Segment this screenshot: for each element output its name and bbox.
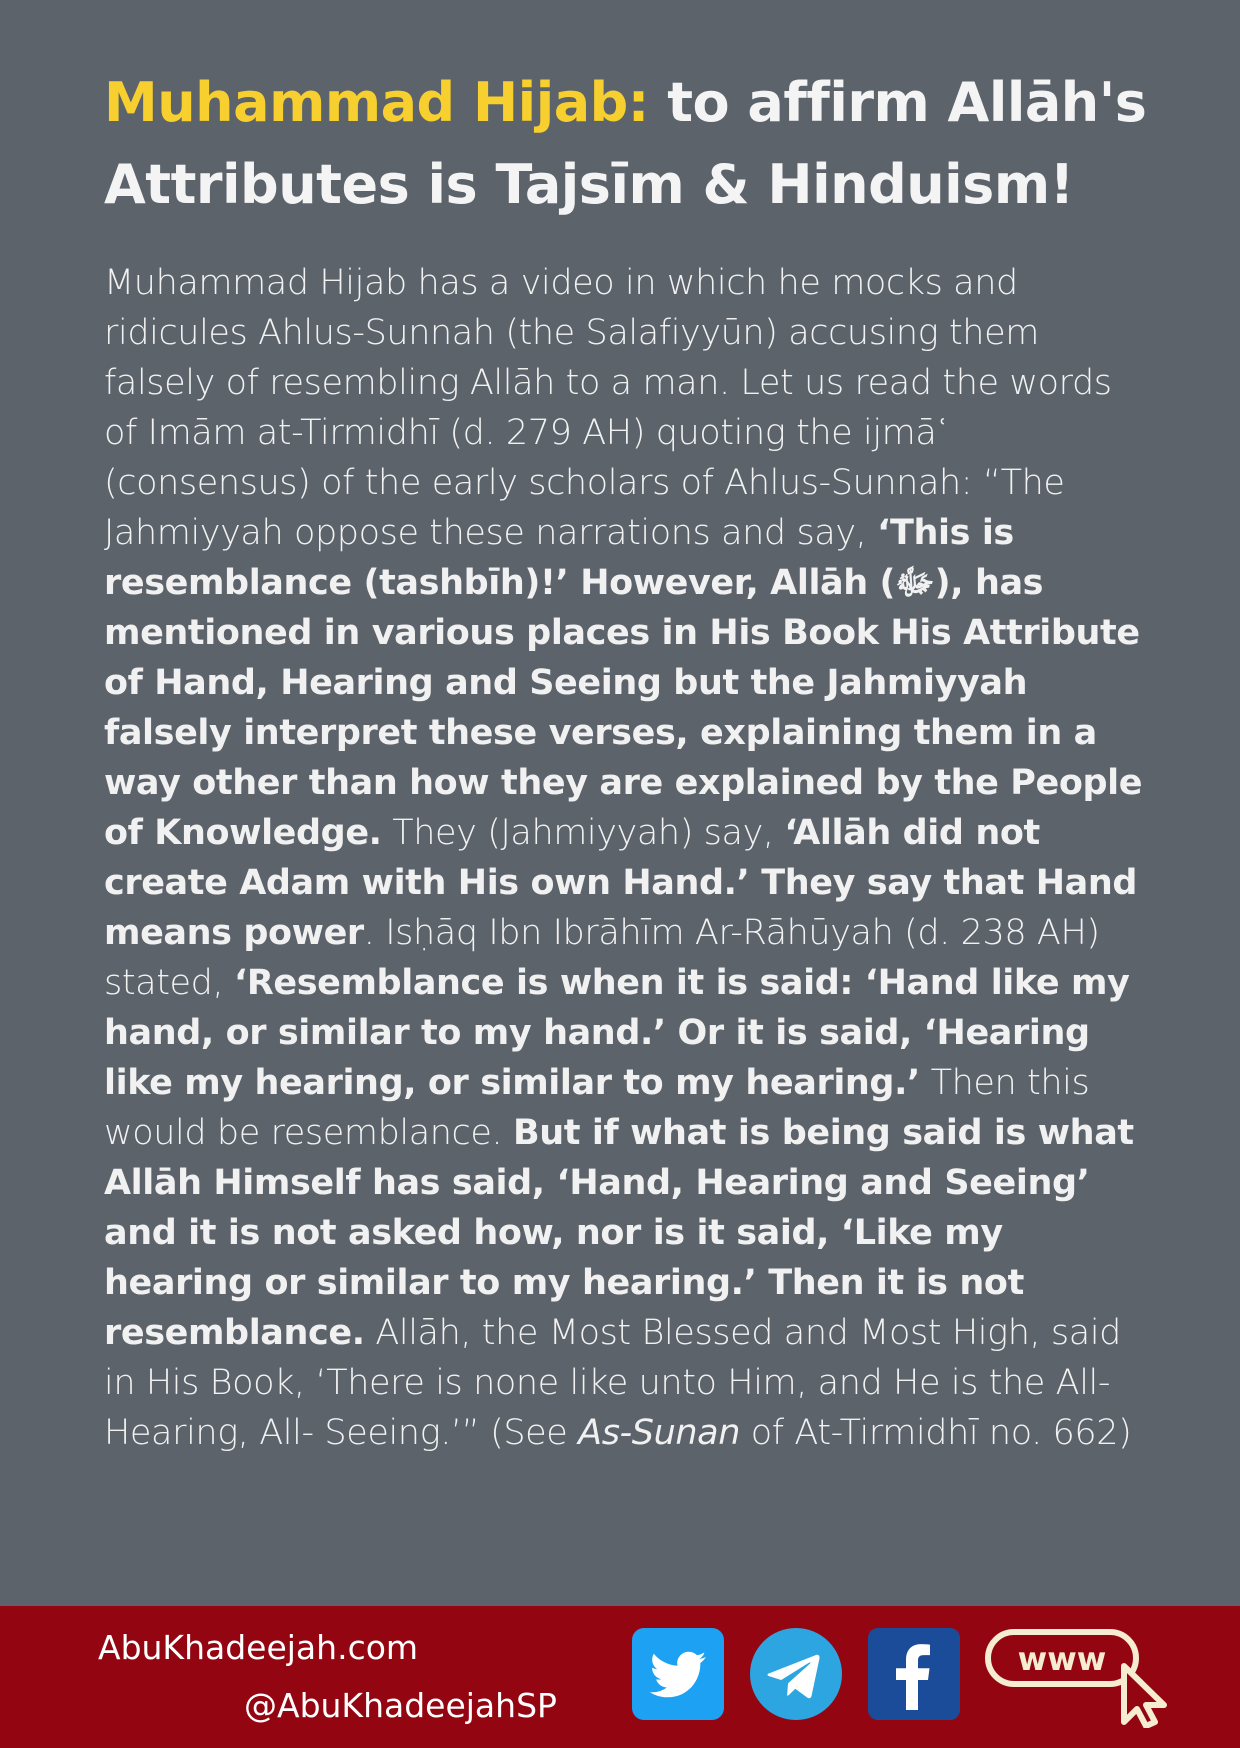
body-segment: of At-Tirmidhī no. 662) xyxy=(740,1413,1132,1453)
body-segment-bold: ‘This is resemblance (tashbīh)!’ However, Allāh (ﷻ), has mentioned in various places in His Book His Attribute of Hand, Hearing and Seeing but the Jahmiyyah falsely interpret these verses, explaining them in a way other than how they are explained by the People of Knowledge. xyxy=(104,513,1143,853)
body-segment: Then this would be resemblance. xyxy=(104,1063,1090,1153)
body-segment: They (Jahmiyyah) say, xyxy=(381,813,785,853)
footer-bar xyxy=(0,1606,1240,1748)
body-segment: . Isḥāq Ibn Ibrāhīm Ar-Rāhūyah (d. 238 AH) stated, xyxy=(104,913,1100,1003)
page-title xyxy=(104,62,1164,226)
facebook-icon xyxy=(868,1628,960,1720)
site-link[interactable]: AbuKhadeejah.com xyxy=(98,1628,419,1667)
www-cursor-icon xyxy=(984,1628,1174,1728)
website-button[interactable] xyxy=(984,1628,1174,1728)
telegram-button[interactable] xyxy=(750,1628,842,1720)
social-handle[interactable]: @AbuKhadeejahSP xyxy=(244,1686,557,1725)
body-segment-italic: As-Sunan xyxy=(578,1413,740,1453)
twitter-icon xyxy=(632,1628,724,1720)
body-segment-bold: ‘Resemblance is when it is said: ‘Hand like my hand, or similar to my hand.’ Or it is said, ‘Hearing like my hearing, or similar to my hearing.’ xyxy=(104,963,1130,1103)
www-label: www xyxy=(1017,1640,1107,1678)
title-rest: to affirm Allāh's Attributes is Tajsīm & Hinduism! xyxy=(104,71,1147,216)
telegram-icon xyxy=(750,1628,842,1720)
twitter-button[interactable] xyxy=(632,1628,724,1720)
title-highlight: Muhammad Hijab: xyxy=(104,71,649,134)
article-body xyxy=(104,258,1149,1458)
body-segment: Muhammad Hijab has a video in which he mocks and ridicules Ahlus-Sunnah (the Salafiyyūn) accusing them falsely of resembling Allāh to a man. Let us read the words of Imām at-Tirmidhī (d. 279 AH) quoting the ijmāʿ (consensus) of the early scholars of Ahlus-Sunnah: “The Jahmiyyah oppose these narrations and say, xyxy=(104,263,1112,553)
facebook-button[interactable] xyxy=(868,1628,960,1720)
body-segment-bold: ‘Allāh did not create Adam with His own Hand.’ They say that Hand means power xyxy=(104,813,1138,953)
body-segment-bold: But if what is being said is what Allāh Himself has said, ‘Hand, Hearing and Seeing’ and it is not asked how, nor is it said, ‘Like my hearing or similar to my hearing.’ Then it is not resemblance. xyxy=(104,1113,1134,1353)
body-segment: Allāh, the Most Blessed and Most High, said in His Book, ‘There is none like unto Him, and He is the All-Hearing, All- Seeing.’” (See xyxy=(104,1313,1121,1453)
